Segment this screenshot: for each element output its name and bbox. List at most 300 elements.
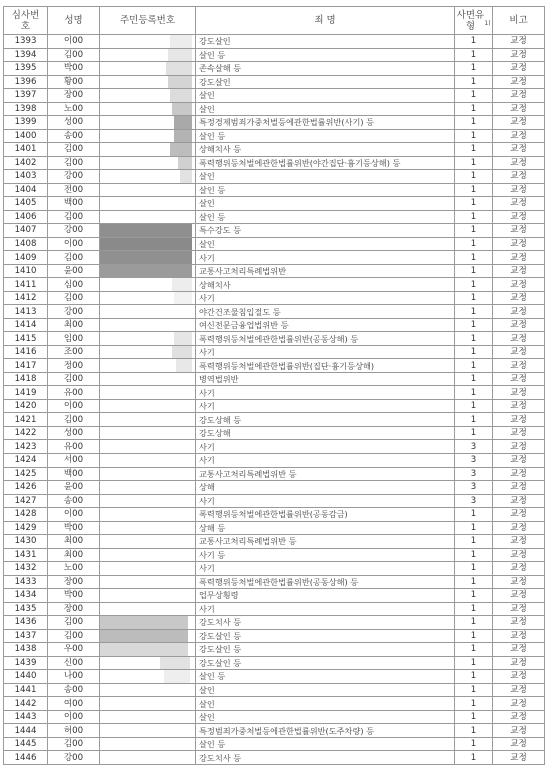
name-cell: 황00 — [48, 75, 100, 89]
note-cell: 교정 — [493, 116, 545, 130]
table-row — [4, 291, 545, 305]
resident-id-cell — [100, 35, 196, 49]
note-cell: 교정 — [493, 305, 545, 319]
table-row — [4, 562, 545, 576]
crime-cell: 살인 — [196, 89, 455, 103]
pardon-type-cell: 1 — [455, 251, 493, 265]
note-cell: 교정 — [493, 62, 545, 76]
name-cell: 이00 — [48, 237, 100, 251]
resident-id-cell — [100, 251, 196, 265]
table-row — [4, 616, 545, 630]
table-row — [4, 102, 545, 116]
redaction-block — [168, 49, 192, 62]
table-row — [4, 359, 545, 373]
resident-id-cell — [100, 143, 196, 157]
note-cell: 교정 — [493, 575, 545, 589]
table-row — [4, 35, 545, 49]
name-cell: 백00 — [48, 197, 100, 211]
table-row — [4, 440, 545, 454]
review-number-cell: 1414 — [4, 318, 48, 332]
crime-cell: 사기 — [196, 440, 455, 454]
pardon-type-cell: 1 — [455, 305, 493, 319]
crime-cell: 교통사고처리특례법위반 등 — [196, 467, 455, 481]
review-number-cell: 1423 — [4, 440, 48, 454]
redaction-block — [174, 116, 192, 129]
review-number-cell: 1444 — [4, 724, 48, 738]
pardon-type-cell: 1 — [455, 102, 493, 116]
resident-id-cell — [100, 399, 196, 413]
pardon-type-cell: 1 — [455, 562, 493, 576]
resident-id-cell — [100, 75, 196, 89]
name-cell: 송00 — [48, 683, 100, 697]
table-row — [4, 535, 545, 549]
name-cell: 김00 — [48, 616, 100, 630]
review-number-cell: 1416 — [4, 345, 48, 359]
crime-cell: 폭력행위등처벌에관한법률위반(공동감금) — [196, 508, 455, 522]
name-cell: 최00 — [48, 548, 100, 562]
review-number-cell: 1427 — [4, 494, 48, 508]
note-cell: 교정 — [493, 372, 545, 386]
redaction-block — [174, 292, 192, 305]
redaction-block — [100, 643, 188, 656]
pardon-type-cell: 1 — [455, 589, 493, 603]
resident-id-cell — [100, 589, 196, 603]
redaction-block — [100, 630, 188, 643]
name-cell: 김00 — [48, 210, 100, 224]
pardon-type-cell: 1 — [455, 210, 493, 224]
name-cell: 성00 — [48, 116, 100, 130]
name-cell: 강00 — [48, 305, 100, 319]
name-cell: 김00 — [48, 737, 100, 751]
crime-cell: 살인 등 — [196, 129, 455, 143]
note-cell: 교정 — [493, 508, 545, 522]
crime-cell: 살인 등 — [196, 48, 455, 62]
resident-id-cell — [100, 521, 196, 535]
name-cell: 김00 — [48, 413, 100, 427]
table-row — [4, 143, 545, 157]
crime-cell: 사기 — [196, 251, 455, 265]
name-cell: 송00 — [48, 494, 100, 508]
pardon-type-cell: 1 — [455, 278, 493, 292]
crime-cell: 살인 — [196, 697, 455, 711]
review-number-cell: 1411 — [4, 278, 48, 292]
crime-cell: 살인 등 — [196, 670, 455, 684]
name-cell: 김00 — [48, 291, 100, 305]
table-row — [4, 697, 545, 711]
note-cell: 교정 — [493, 629, 545, 643]
note-cell: 교정 — [493, 102, 545, 116]
table-row — [4, 210, 545, 224]
name-cell: 박00 — [48, 589, 100, 603]
resident-id-cell — [100, 643, 196, 657]
table-row — [4, 670, 545, 684]
review-number-cell: 1421 — [4, 413, 48, 427]
table-row — [4, 305, 545, 319]
name-cell: 김00 — [48, 143, 100, 157]
review-number-cell: 1431 — [4, 548, 48, 562]
table-row — [4, 453, 545, 467]
resident-id-cell — [100, 426, 196, 440]
review-number-cell: 1428 — [4, 508, 48, 522]
name-cell: 장00 — [48, 602, 100, 616]
table-row — [4, 467, 545, 481]
pardon-type-cell: 1 — [455, 35, 493, 49]
note-cell: 교정 — [493, 697, 545, 711]
review-number-cell: 1404 — [4, 183, 48, 197]
resident-id-cell — [100, 116, 196, 130]
table-row — [4, 521, 545, 535]
resident-id-cell — [100, 508, 196, 522]
table-row — [4, 683, 545, 697]
name-cell: 최00 — [48, 535, 100, 549]
note-cell: 교정 — [493, 156, 545, 170]
review-number-cell: 1430 — [4, 535, 48, 549]
resident-id-cell — [100, 210, 196, 224]
table-row — [4, 129, 545, 143]
name-cell: 이00 — [48, 399, 100, 413]
note-cell: 교정 — [493, 453, 545, 467]
resident-id-cell — [100, 156, 196, 170]
review-number-cell: 1410 — [4, 264, 48, 278]
note-cell: 교정 — [493, 467, 545, 481]
table-row — [4, 426, 545, 440]
note-cell: 교정 — [493, 291, 545, 305]
name-cell: 성00 — [48, 426, 100, 440]
name-cell: 정00 — [48, 359, 100, 373]
resident-id-cell — [100, 237, 196, 251]
table-row — [4, 481, 545, 495]
resident-id-cell — [100, 89, 196, 103]
crime-cell: 병역법위반 — [196, 372, 455, 386]
name-cell: 강00 — [48, 751, 100, 765]
note-cell: 교정 — [493, 616, 545, 630]
resident-id-cell — [100, 548, 196, 562]
crime-cell: 폭력행위등처벌에관한법률위반(공동상해) 등 — [196, 332, 455, 346]
pardon-type-cell: 3 — [455, 467, 493, 481]
crime-cell: 살인 — [196, 102, 455, 116]
table-row — [4, 89, 545, 103]
review-number-cell: 1418 — [4, 372, 48, 386]
note-cell: 교정 — [493, 481, 545, 495]
name-cell: 김00 — [48, 48, 100, 62]
pardon-type-cell: 1 — [455, 508, 493, 522]
resident-id-cell — [100, 683, 196, 697]
table-row — [4, 399, 545, 413]
table-row — [4, 264, 545, 278]
header-review-number: 심사번호 — [4, 7, 48, 35]
table-row — [4, 156, 545, 170]
review-number-cell: 1434 — [4, 589, 48, 603]
crime-cell: 사기 — [196, 602, 455, 616]
name-cell: 심00 — [48, 278, 100, 292]
crime-cell: 살인 — [196, 683, 455, 697]
pardon-list-table — [3, 6, 545, 765]
note-cell: 교정 — [493, 170, 545, 184]
resident-id-cell — [100, 170, 196, 184]
table-row — [4, 710, 545, 724]
resident-id-cell — [100, 440, 196, 454]
resident-id-cell — [100, 453, 196, 467]
name-cell: 여00 — [48, 697, 100, 711]
review-number-cell: 1445 — [4, 737, 48, 751]
note-cell: 교정 — [493, 143, 545, 157]
crime-cell: 사기 — [196, 345, 455, 359]
crime-cell: 상해 — [196, 481, 455, 495]
pardon-type-cell: 1 — [455, 143, 493, 157]
pardon-type-cell: 1 — [455, 521, 493, 535]
review-number-cell: 1419 — [4, 386, 48, 400]
note-cell: 교정 — [493, 399, 545, 413]
name-cell: 우00 — [48, 643, 100, 657]
pardon-type-cell: 1 — [455, 183, 493, 197]
pardon-type-cell: 1 — [455, 683, 493, 697]
name-cell: 백00 — [48, 467, 100, 481]
pardon-type-cell: 1 — [455, 224, 493, 238]
table-row — [4, 575, 545, 589]
crime-cell: 사기 — [196, 562, 455, 576]
resident-id-cell — [100, 386, 196, 400]
header-resident-id: 주민등록번호 — [100, 7, 196, 35]
pardon-type-cell: 3 — [455, 440, 493, 454]
resident-id-cell — [100, 129, 196, 143]
pardon-type-cell: 1 — [455, 345, 493, 359]
pardon-type-cell: 1 — [455, 264, 493, 278]
table-row — [4, 643, 545, 657]
pardon-type-cell: 1 — [455, 170, 493, 184]
review-number-cell: 1409 — [4, 251, 48, 265]
name-cell: 장00 — [48, 575, 100, 589]
redaction-block — [100, 265, 192, 278]
crime-cell: 사기 — [196, 386, 455, 400]
review-number-cell: 1398 — [4, 102, 48, 116]
resident-id-cell — [100, 345, 196, 359]
review-number-cell: 1429 — [4, 521, 48, 535]
resident-id-cell — [100, 332, 196, 346]
review-number-cell: 1420 — [4, 399, 48, 413]
name-cell: 임00 — [48, 332, 100, 346]
table-row — [4, 629, 545, 643]
review-number-cell: 1443 — [4, 710, 48, 724]
review-number-cell: 1438 — [4, 643, 48, 657]
pardon-type-cell: 1 — [455, 413, 493, 427]
name-cell: 강00 — [48, 170, 100, 184]
redaction-block — [166, 62, 192, 75]
note-cell: 교정 — [493, 643, 545, 657]
pardon-type-cell: 1 — [455, 629, 493, 643]
review-number-cell: 1408 — [4, 237, 48, 251]
resident-id-cell — [100, 535, 196, 549]
redaction-block — [174, 130, 192, 143]
table-row — [4, 508, 545, 522]
table-row — [4, 656, 545, 670]
note-cell: 교정 — [493, 589, 545, 603]
note-cell: 교정 — [493, 48, 545, 62]
review-number-cell: 1435 — [4, 602, 48, 616]
table-row — [4, 737, 545, 751]
table-row — [4, 278, 545, 292]
note-cell: 교정 — [493, 237, 545, 251]
table-row — [4, 48, 545, 62]
table-row — [4, 589, 545, 603]
table-row — [4, 751, 545, 765]
redaction-block — [174, 332, 192, 345]
crime-cell: 강도살인 등 — [196, 643, 455, 657]
pardon-type-cell: 1 — [455, 197, 493, 211]
review-number-cell: 1446 — [4, 751, 48, 765]
note-cell: 교정 — [493, 494, 545, 508]
pardon-type-cell: 1 — [455, 656, 493, 670]
note-cell: 교정 — [493, 183, 545, 197]
crime-cell: 강도살인 — [196, 35, 455, 49]
note-cell: 교정 — [493, 89, 545, 103]
review-number-cell: 1437 — [4, 629, 48, 643]
pardon-type-cell: 1 — [455, 643, 493, 657]
pardon-type-cell: 1 — [455, 697, 493, 711]
pardon-type-cell: 1 — [455, 116, 493, 130]
note-cell: 교정 — [493, 413, 545, 427]
pardon-type-cell: 3 — [455, 494, 493, 508]
review-number-cell: 1395 — [4, 62, 48, 76]
name-cell: 윤00 — [48, 481, 100, 495]
resident-id-cell — [100, 305, 196, 319]
pardon-type-cell: 1 — [455, 332, 493, 346]
review-number-cell: 1422 — [4, 426, 48, 440]
resident-id-cell — [100, 62, 196, 76]
crime-cell: 강도상해 등 — [196, 413, 455, 427]
crime-cell: 폭력행위등처벌에관한법률위반(집단·흉기등상해) — [196, 359, 455, 373]
review-number-cell: 1432 — [4, 562, 48, 576]
review-number-cell: 1402 — [4, 156, 48, 170]
crime-cell: 살인 등 — [196, 210, 455, 224]
crime-cell: 살인 등 — [196, 737, 455, 751]
resident-id-cell — [100, 656, 196, 670]
note-cell: 교정 — [493, 251, 545, 265]
table-row — [4, 62, 545, 76]
pardon-type-cell: 1 — [455, 616, 493, 630]
name-cell: 이00 — [48, 508, 100, 522]
table-row — [4, 494, 545, 508]
pardon-type-cell: 3 — [455, 481, 493, 495]
table-row — [4, 548, 545, 562]
pardon-type-cell: 1 — [455, 75, 493, 89]
name-cell: 이00 — [48, 35, 100, 49]
crime-cell: 사기 — [196, 453, 455, 467]
pardon-type-cell: 1 — [455, 359, 493, 373]
resident-id-cell — [100, 224, 196, 238]
redaction-block — [100, 251, 192, 264]
table-row — [4, 237, 545, 251]
note-cell: 교정 — [493, 75, 545, 89]
note-cell: 교정 — [493, 35, 545, 49]
resident-id-cell — [100, 494, 196, 508]
pardon-type-cell: 1 — [455, 737, 493, 751]
note-cell: 교정 — [493, 345, 545, 359]
table-row — [4, 386, 545, 400]
redaction-block — [100, 224, 192, 237]
name-cell: 장00 — [48, 89, 100, 103]
redaction-block — [172, 103, 192, 116]
note-cell: 교정 — [493, 210, 545, 224]
table-row — [4, 116, 545, 130]
review-number-cell: 1436 — [4, 616, 48, 630]
header-crime: 죄 명 — [196, 7, 455, 35]
name-cell: 김00 — [48, 251, 100, 265]
note-cell: 교정 — [493, 129, 545, 143]
review-number-cell: 1441 — [4, 683, 48, 697]
resident-id-cell — [100, 183, 196, 197]
crime-cell: 특정범죄가중처벌등에관한법률위반(도주차량) 등 — [196, 724, 455, 738]
redaction-block — [172, 346, 192, 359]
crime-cell: 업무상횡령 — [196, 589, 455, 603]
name-cell: 조00 — [48, 345, 100, 359]
resident-id-cell — [100, 291, 196, 305]
redaction-block — [170, 89, 192, 102]
note-cell: 교정 — [493, 602, 545, 616]
crime-cell: 교통사고처리특례법위반 — [196, 264, 455, 278]
crime-cell: 상해 등 — [196, 521, 455, 535]
pardon-type-cell: 1 — [455, 724, 493, 738]
note-cell: 교정 — [493, 737, 545, 751]
crime-cell: 강도치사 등 — [196, 616, 455, 630]
resident-id-cell — [100, 372, 196, 386]
name-cell: 윤00 — [48, 264, 100, 278]
review-number-cell: 1433 — [4, 575, 48, 589]
header-row — [4, 7, 545, 35]
review-number-cell: 1412 — [4, 291, 48, 305]
table-row — [4, 318, 545, 332]
table-row — [4, 170, 545, 184]
note-cell: 교정 — [493, 440, 545, 454]
crime-cell: 사기 — [196, 291, 455, 305]
pardon-type-cell: 1 — [455, 426, 493, 440]
redaction-block — [100, 616, 188, 629]
pardon-type-cell: 1 — [455, 710, 493, 724]
table-row — [4, 224, 545, 238]
pardon-type-cell: 1 — [455, 548, 493, 562]
pardon-type-cell: 1 — [455, 89, 493, 103]
note-cell: 교정 — [493, 318, 545, 332]
review-number-cell: 1417 — [4, 359, 48, 373]
redaction-block — [164, 670, 190, 683]
crime-cell: 강도치사 등 — [196, 751, 455, 765]
resident-id-cell — [100, 264, 196, 278]
pardon-type-cell: 1 — [455, 48, 493, 62]
header-pardon-type: 사면유형 $^{1)}$ — [455, 7, 493, 35]
review-number-cell: 1439 — [4, 656, 48, 670]
name-cell: 박00 — [48, 521, 100, 535]
table-row — [4, 75, 545, 89]
pardon-type-cell: 1 — [455, 372, 493, 386]
note-cell: 교정 — [493, 386, 545, 400]
pardon-type-cell: 1 — [455, 399, 493, 413]
resident-id-cell — [100, 48, 196, 62]
pardon-type-cell: 1 — [455, 670, 493, 684]
name-cell: 노00 — [48, 562, 100, 576]
crime-cell: 강도살인 등 — [196, 656, 455, 670]
crime-cell: 폭력행위등처벌에관한법률위반(야간집단·흉기등상해) 등 — [196, 156, 455, 170]
pardon-type-cell: 1 — [455, 156, 493, 170]
note-cell: 교정 — [493, 197, 545, 211]
pardon-type-cell: 1 — [455, 318, 493, 332]
redaction-block — [100, 238, 192, 251]
crime-cell: 사기 등 — [196, 548, 455, 562]
name-cell: 이00 — [48, 710, 100, 724]
review-number-cell: 1405 — [4, 197, 48, 211]
crime-cell: 존속살해 등 — [196, 62, 455, 76]
crime-cell: 폭력행위등처벌에관한법률위반(공동상해) 등 — [196, 575, 455, 589]
note-cell: 교정 — [493, 332, 545, 346]
pardon-type-cell: 1 — [455, 291, 493, 305]
